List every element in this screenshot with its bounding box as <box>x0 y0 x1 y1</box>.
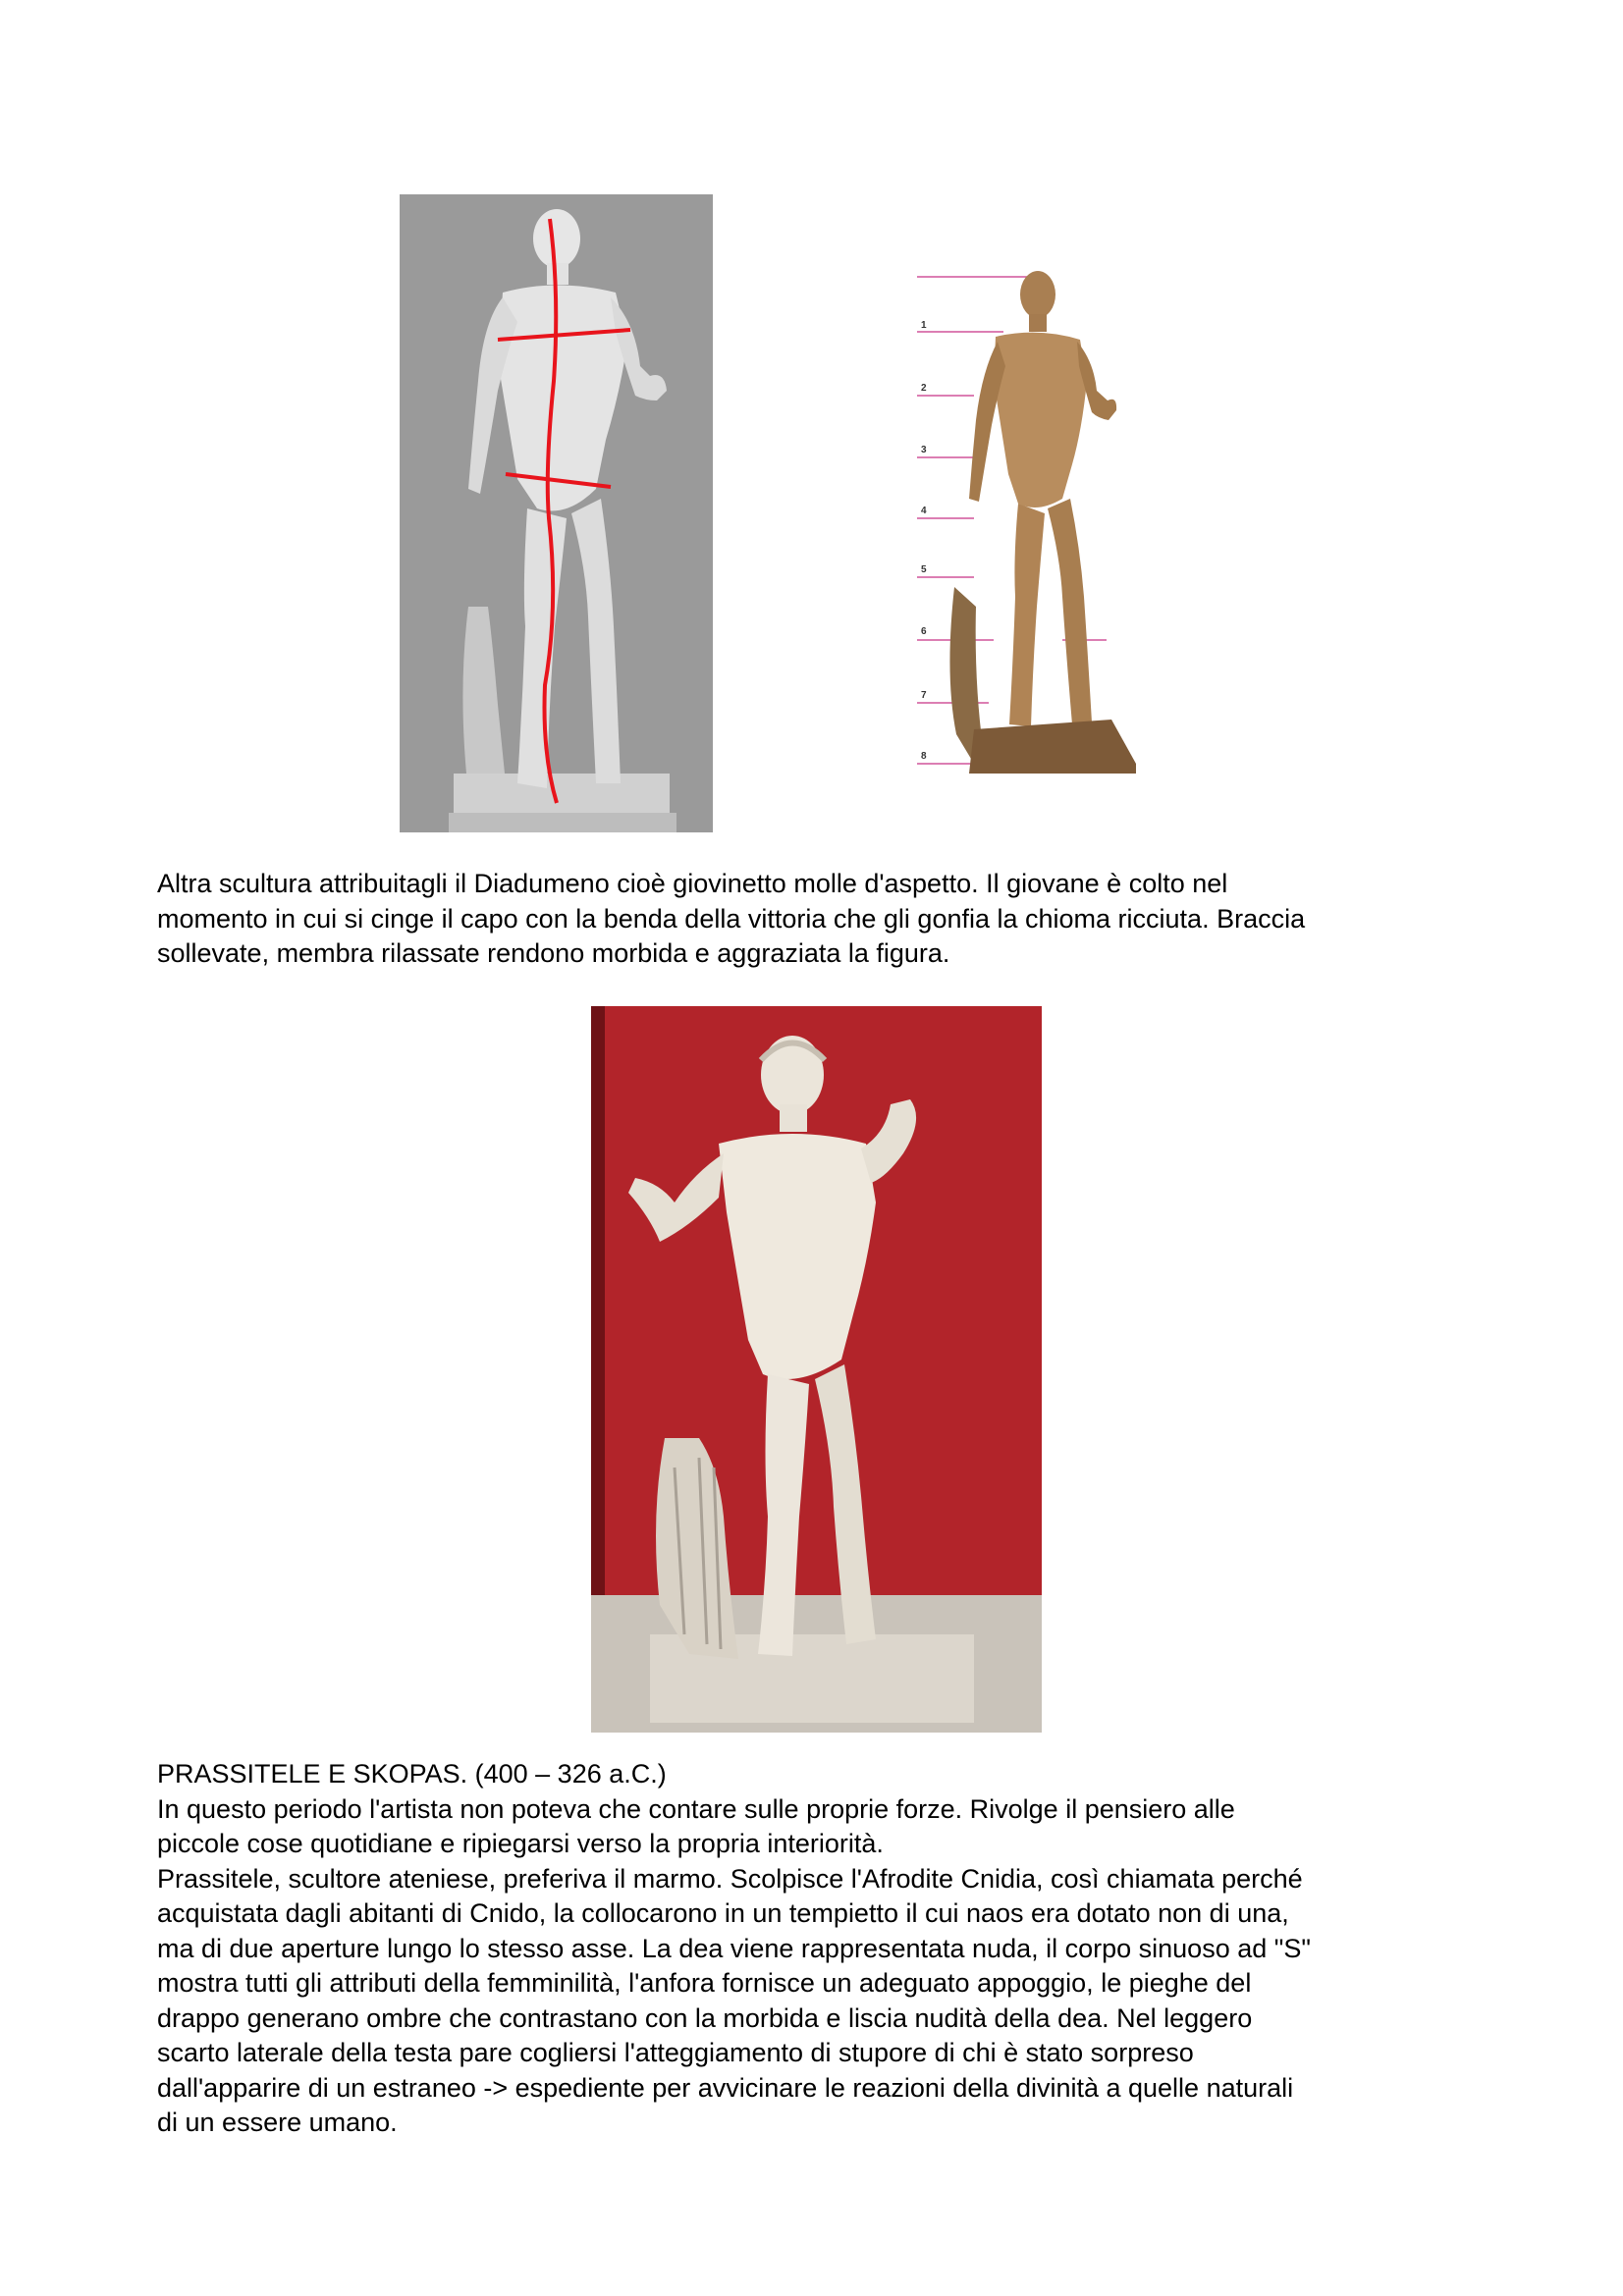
caption-diadumeno <box>157 867 1492 972</box>
text-line: sollevate, membra rilassate rendono morbida e aggraziata la figura. <box>157 938 950 968</box>
text-line: In questo periodo l'artista non poteva che contare sulle proprie forze. Rivolge il pensiero alle <box>157 1793 1235 1824</box>
text-line: acquistata dagli abitanti di Cnido, la collocarono in un tempietto il cui naos era dotato non di una, <box>157 1898 1289 1928</box>
scale-label-7: 7 <box>921 690 927 701</box>
section-heading: PRASSITELE E SKOPAS. (400 – 326 a.C.) <box>157 1759 667 1789</box>
text-line: dall'apparire di un estraneo -> espediente per avvicinare le reazioni della divinità a quelle naturali <box>157 2072 1294 2103</box>
text-line: Altra scultura attribuitagli il Diadumeno cioè giovinetto molle d'aspetto. Il giovane è colto nel <box>157 869 1228 898</box>
statue-photo-scale <box>915 263 1151 793</box>
text-line: Prassitele, scultore ateniese, preferiva il marmo. Scolpisce l'Afrodite Cnidia, così chiamata perché <box>157 1863 1303 1894</box>
scale-label-4: 4 <box>921 506 927 516</box>
section-prassitele-skopas <box>157 1757 1492 2141</box>
text-line: scarto laterale della testa pare cogliersi l'atteggiamento di stupore di chi è stato sorpreso <box>157 2038 1194 2067</box>
scale-label-1: 1 <box>921 320 927 331</box>
text-line: momento in cui si cinge il capo con la benda della vittoria che gli gonfia la chioma ricciuta. Braccia <box>157 903 1306 934</box>
scale-label-6: 6 <box>921 626 927 637</box>
text-line: di un essere umano. <box>157 2108 398 2137</box>
statue-photo-axes <box>400 194 713 832</box>
scale-label-2: 2 <box>921 383 927 394</box>
text-line: mostra tutti gli attributi della femminilità, l'anfora fornisce un adeguato appoggio, le pieghe del <box>157 1968 1252 1998</box>
text-line: ma di due aperture lungo lo stesso asse. La dea viene rappresentata nuda, il corpo sinuoso ad "S" <box>157 1933 1311 1963</box>
scale-label-3: 3 <box>921 445 927 455</box>
text-line: piccole cose quotidiane e ripiegarsi verso la propria interiorità. <box>157 1829 884 1858</box>
scale-label-8: 8 <box>921 751 927 762</box>
text-line: drappo generano ombre che contrastano con la morbida e liscia nudità della dea. Nel leggero <box>157 2002 1253 2033</box>
scale-label-5: 5 <box>921 564 927 575</box>
statue-photo-red <box>591 1006 1042 1733</box>
